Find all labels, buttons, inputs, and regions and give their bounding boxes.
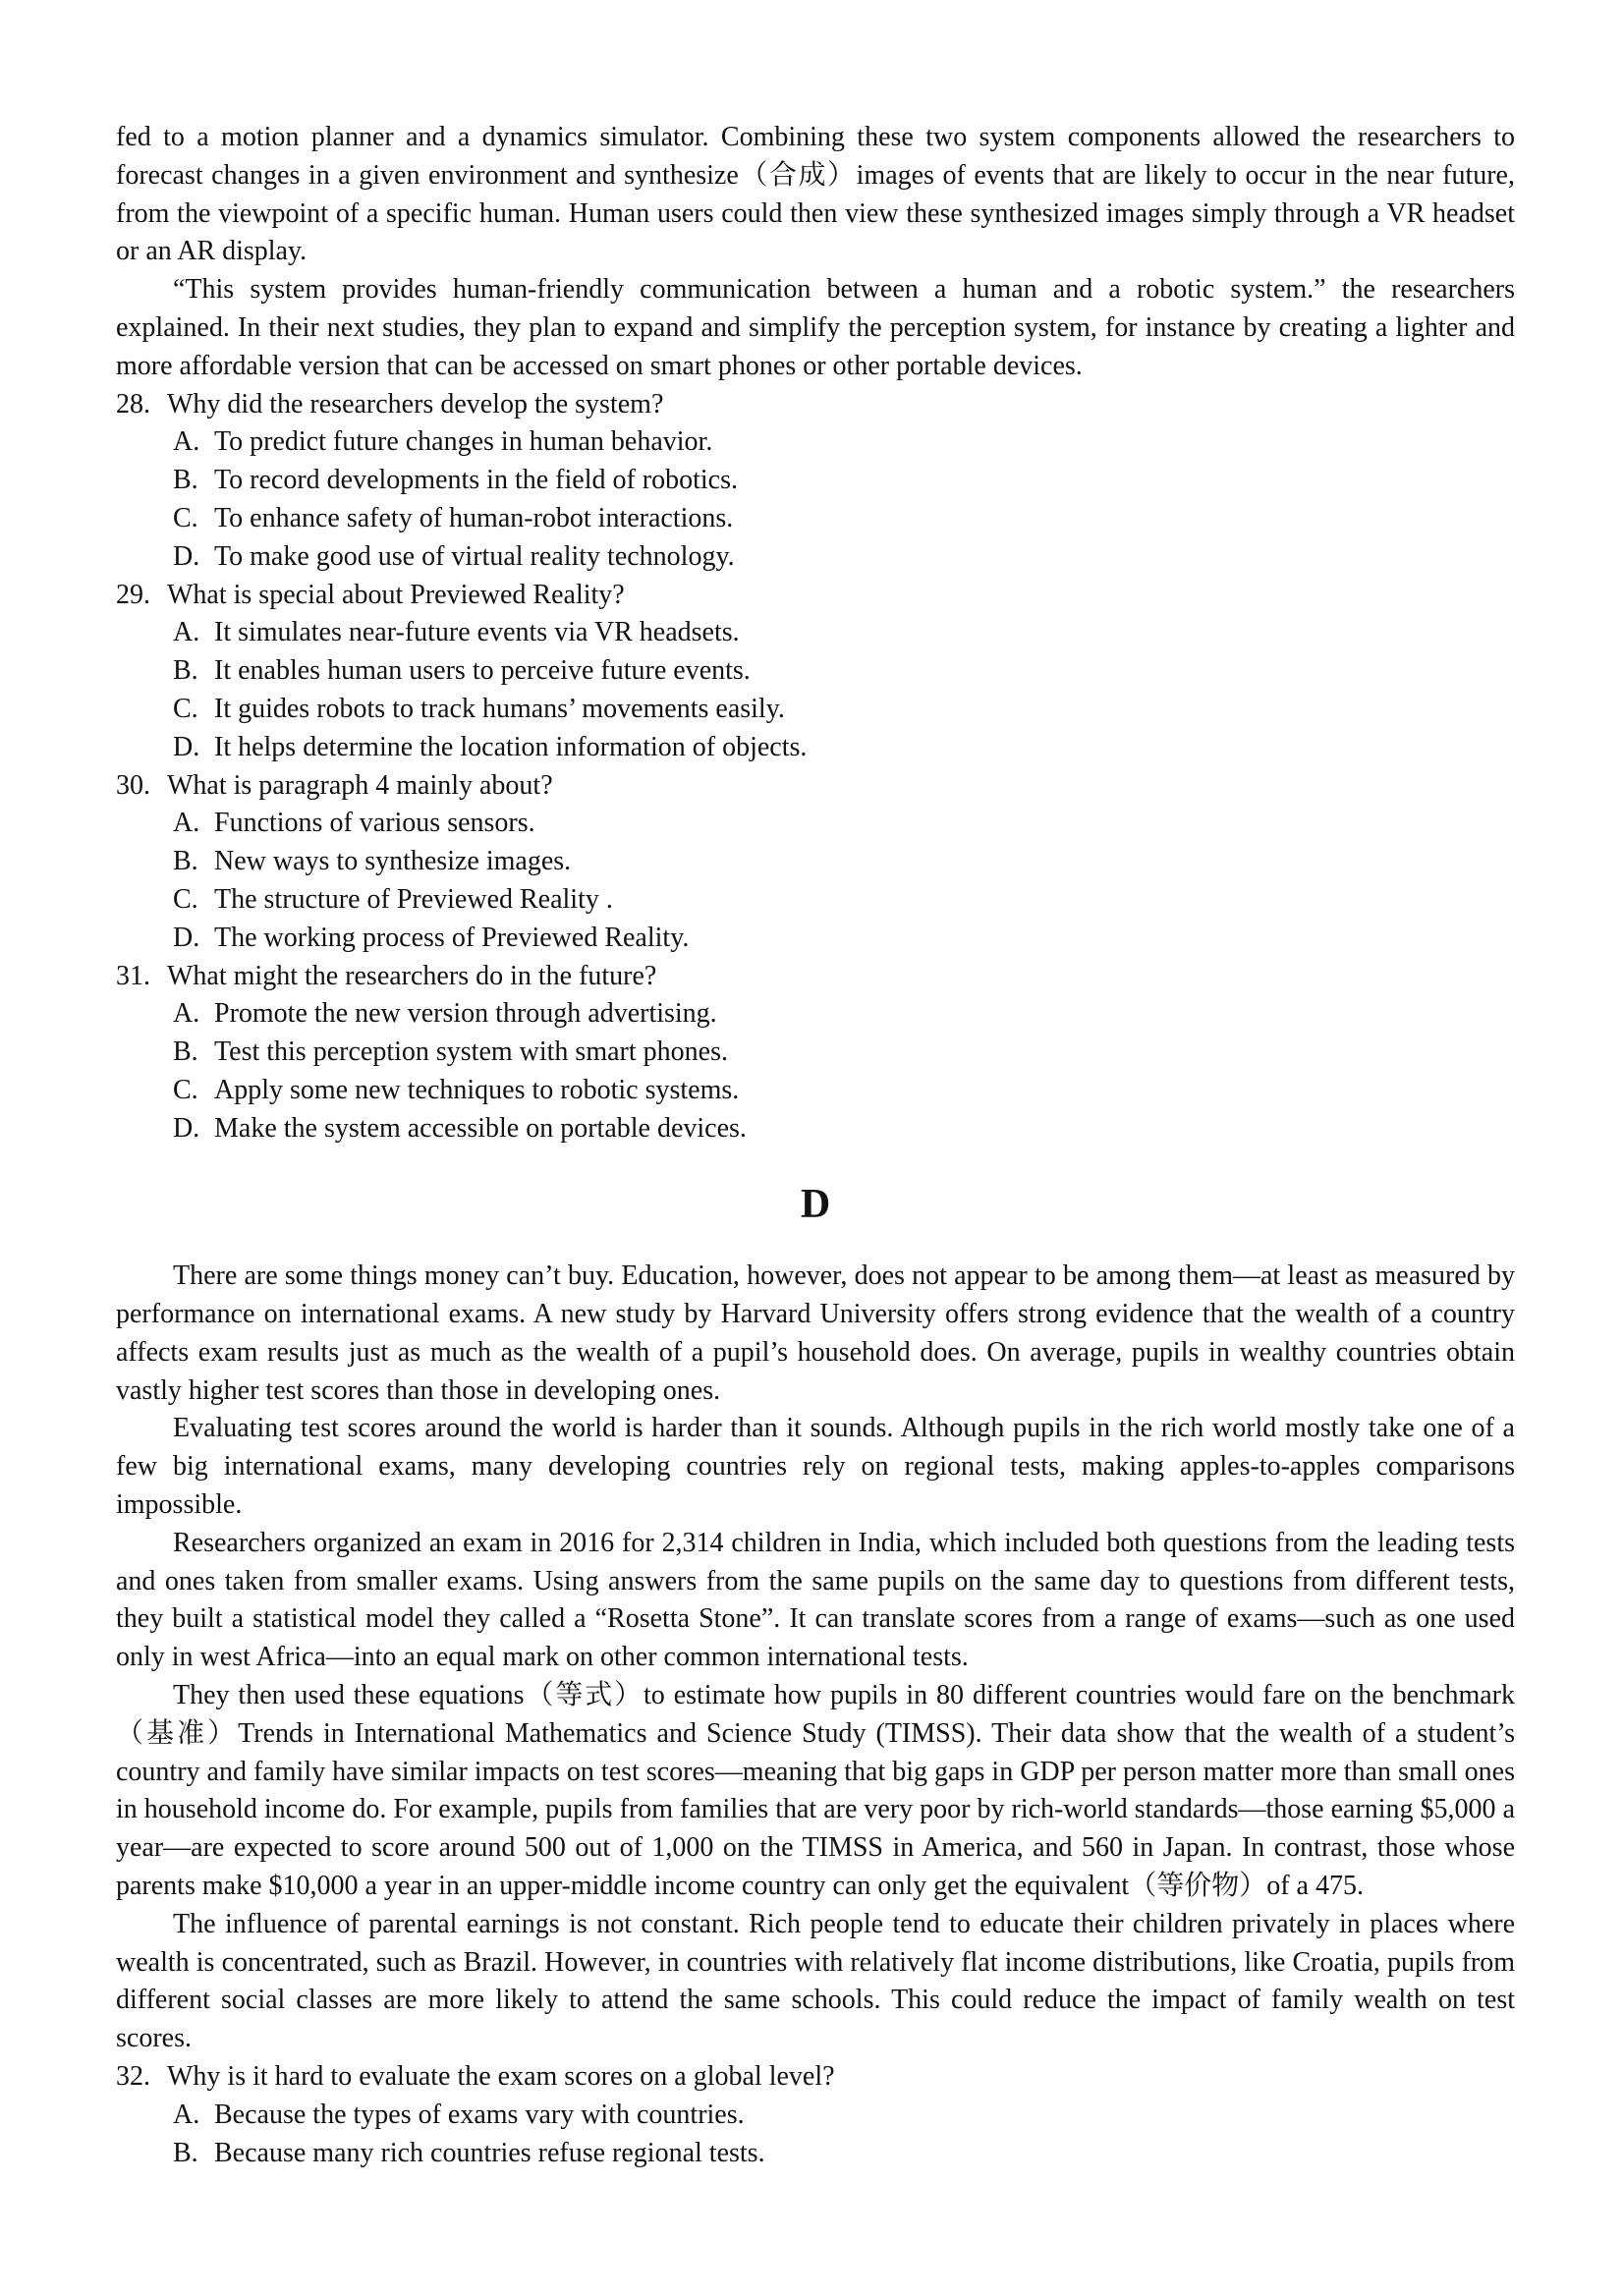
question-text: What might the researchers do in the future? bbox=[167, 960, 657, 991]
answer-options bbox=[116, 2097, 1515, 2173]
answer-option bbox=[116, 2097, 1515, 2135]
option-text: The working process of Previewed Reality. bbox=[214, 922, 690, 953]
question-stem bbox=[116, 767, 1515, 806]
answer-option bbox=[116, 729, 1515, 767]
question-text: What is paragraph 4 mainly about? bbox=[167, 769, 553, 801]
answer-option bbox=[116, 995, 1515, 1034]
passage-paragraph: fed to a motion planner and a dynamics simulator. Combining these two system components allowed the researchers to forecast changes in a given environment and synthesize（合成）images of events that are likely to occur in the near future, from the viewpoint of a specific human. Human users could then view these synthesized images simply through a VR headset or an AR display. bbox=[116, 122, 1515, 267]
question-29 bbox=[116, 577, 1515, 767]
passage-paragraph: Researchers organized an exam in 2016 for 2,314 children in India, which included both questions from the leading tests and ones taken from smaller exams. Using answers from the same pupils on the same day to questions from different tests, they built a statistical model they called a “Rosetta Stone”. It can translate scores from a range of exams—such as one used only in west Africa—into an equal mark on other common international tests. bbox=[116, 1527, 1515, 1673]
questions-d bbox=[116, 2058, 1515, 2172]
option-letter: B. bbox=[173, 655, 198, 687]
option-text: Functions of various sensors. bbox=[214, 808, 535, 839]
option-letter: C. bbox=[173, 502, 198, 533]
option-letter: B. bbox=[173, 2137, 198, 2168]
option-letter: B. bbox=[173, 465, 198, 496]
exam-page bbox=[116, 119, 1515, 2172]
question-text: What is special about Previewed Reality? bbox=[167, 579, 625, 610]
answer-option bbox=[116, 614, 1515, 652]
question-number: 28. bbox=[116, 388, 150, 420]
option-letter: C. bbox=[173, 693, 198, 724]
option-text: Because the types of exams vary with countries. bbox=[214, 2099, 745, 2130]
question-number: 30. bbox=[116, 769, 150, 801]
option-text: Make the system accessible on portable devices. bbox=[214, 1112, 747, 1144]
question-stem bbox=[116, 2058, 1515, 2097]
answer-option bbox=[116, 652, 1515, 691]
answer-options bbox=[116, 805, 1515, 957]
option-letter: B. bbox=[173, 1036, 198, 1068]
option-text: To enhance safety of human-robot interactions. bbox=[214, 502, 734, 533]
option-text: Test this perception system with smart phones. bbox=[214, 1036, 728, 1068]
question-stem bbox=[116, 386, 1515, 424]
option-letter: C. bbox=[173, 1074, 198, 1105]
answer-option bbox=[116, 1072, 1515, 1110]
answer-options bbox=[116, 423, 1515, 576]
option-letter: A. bbox=[173, 808, 200, 839]
option-text: Because many rich countries refuse regional tests. bbox=[214, 2137, 765, 2168]
option-text: It enables human users to perceive future events. bbox=[214, 655, 751, 687]
answer-option bbox=[116, 500, 1515, 538]
option-letter: D. bbox=[173, 1112, 200, 1144]
answer-option bbox=[116, 462, 1515, 500]
answer-options bbox=[116, 614, 1515, 766]
question-31 bbox=[116, 958, 1515, 1148]
option-letter: C. bbox=[173, 883, 198, 915]
passage-paragraph: They then used these equations（等式）to estimate how pupils in 80 different countries would fare on the benchmark（基准）Trends in International Mathematics and Science Study (TIMSS). Their data show that the wealth of a student’s country and family have similar impacts on test scores—meaning that big gaps in GDP per person matter more than small ones in household income do. For example, pupils from families that are very poor by rich-world standards—those earning $5,000 a year—are expected to score around 500 out of 1,000 on the TIMSS in America, and 560 in Japan. In contrast, those whose parents make $10,000 a year in an upper-middle income country can only get the equivalent（等价物）of a 475. bbox=[116, 1679, 1515, 1901]
answer-option bbox=[116, 423, 1515, 462]
question-number: 31. bbox=[116, 960, 150, 991]
option-text: It guides robots to track humans’ movements easily. bbox=[214, 693, 785, 724]
option-text: The structure of Previewed Reality . bbox=[214, 883, 613, 915]
question-stem bbox=[116, 958, 1515, 996]
answer-option bbox=[116, 805, 1515, 843]
option-letter: D. bbox=[173, 922, 200, 953]
question-number: 32. bbox=[116, 2060, 150, 2092]
passage-paragraph: Evaluating test scores around the world is harder than it sounds. Although pupils in the rich world mostly take one of a few big international exams, many developing countries rely on regional tests, making apples-to-apples comparisons impossible. bbox=[116, 1413, 1515, 1520]
question-32 bbox=[116, 2058, 1515, 2172]
answer-option bbox=[116, 920, 1515, 958]
question-28 bbox=[116, 386, 1515, 577]
question-text: Why did the researchers develop the system? bbox=[167, 388, 664, 420]
question-text: Why is it hard to evaluate the exam scores on a global level? bbox=[167, 2060, 835, 2092]
passage-paragraph: “This system provides human-friendly communication between a human and a robotic system.” the researchers explained. In their next studies, they plan to expand and simplify the perception system, for instance by creating a lighter and more affordable version that can be accessed on smart phones or other portable devices. bbox=[116, 274, 1515, 381]
option-letter: D. bbox=[173, 731, 200, 762]
answer-option bbox=[116, 881, 1515, 920]
question-number: 29. bbox=[116, 579, 150, 610]
section-title: D bbox=[800, 1181, 831, 1227]
questions-c bbox=[116, 386, 1515, 1148]
option-letter: A. bbox=[173, 617, 200, 648]
answer-option bbox=[116, 538, 1515, 577]
answer-option bbox=[116, 2135, 1515, 2173]
question-stem bbox=[116, 577, 1515, 615]
answer-option bbox=[116, 1034, 1515, 1072]
option-text: It helps determine the location information of objects. bbox=[214, 731, 808, 762]
option-text: To record developments in the field of robotics. bbox=[214, 465, 738, 496]
option-text: To predict future changes in human behavior. bbox=[214, 426, 713, 458]
option-text: Apply some new techniques to robotic systems. bbox=[214, 1074, 740, 1105]
option-text: To make good use of virtual reality technology. bbox=[214, 540, 735, 572]
passage-d bbox=[116, 1258, 1515, 2058]
answer-option bbox=[116, 691, 1515, 729]
option-text: Promote the new version through advertising. bbox=[214, 998, 717, 1030]
passage-paragraph: There are some things money can’t buy. Education, however, does not appear to be among them—at least as measured by performance on international exams. A new study by Harvard University offers strong evidence that the wealth of a country affects exam results just as much as the wealth of a pupil’s household does. On average, pupils in wealthy countries obtain vastly higher test scores than those in developing ones. bbox=[116, 1260, 1515, 1406]
answer-option bbox=[116, 843, 1515, 881]
answer-option bbox=[116, 1110, 1515, 1148]
option-letter: A. bbox=[173, 998, 200, 1030]
option-letter: D. bbox=[173, 540, 200, 572]
option-letter: A. bbox=[173, 2099, 200, 2130]
answer-options bbox=[116, 995, 1515, 1148]
option-letter: B. bbox=[173, 846, 198, 877]
option-text: New ways to synthesize images. bbox=[214, 846, 572, 877]
question-30 bbox=[116, 767, 1515, 958]
passage-c-continued bbox=[116, 119, 1515, 386]
option-text: It simulates near-future events via VR headsets. bbox=[214, 617, 740, 648]
passage-paragraph: The influence of parental earnings is not constant. Rich people tend to educate their children privately in places where wealth is concentrated, such as Brazil. However, in countries with relatively flat income distributions, like Croatia, pupils from different social classes are more likely to attend the same schools. This could reduce the impact of family wealth on test scores. bbox=[116, 1908, 1515, 2054]
option-letter: A. bbox=[173, 426, 200, 458]
